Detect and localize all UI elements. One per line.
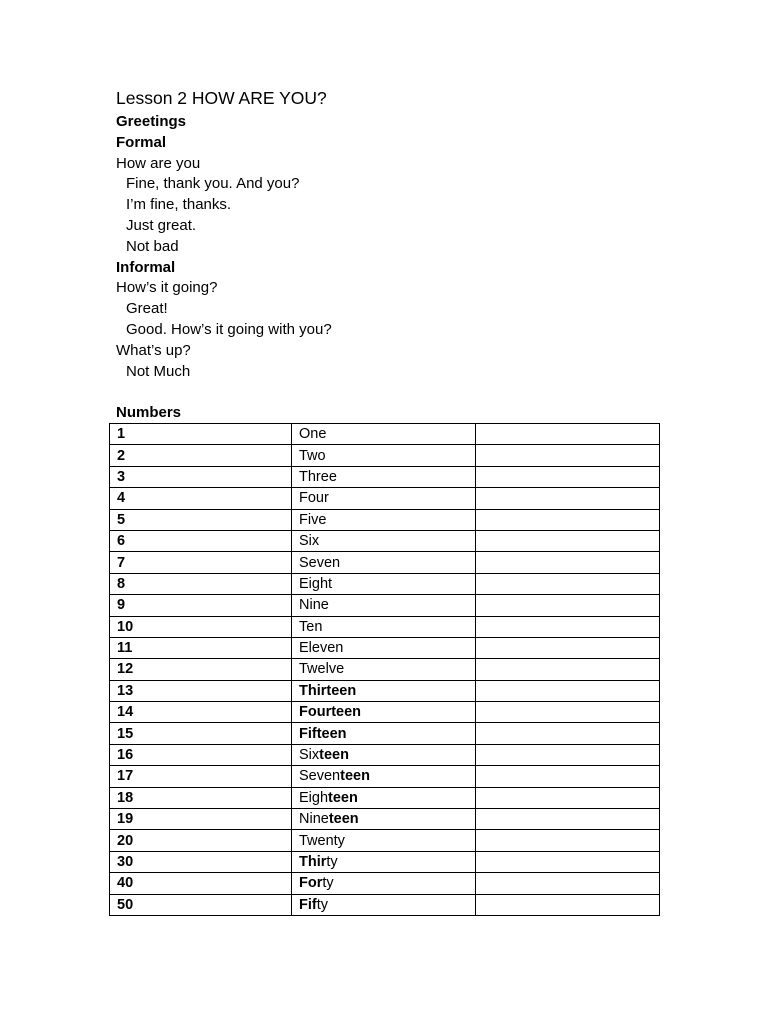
informal-question: How’s it going? (116, 279, 218, 297)
number-word-cell (292, 616, 476, 637)
number-word-segment: Eigh (299, 789, 329, 806)
number-word-cell (292, 680, 476, 701)
formal-answer: Just great. (126, 216, 197, 234)
number-word-segment: ty (316, 896, 328, 913)
number-word-segment: Fif (299, 896, 317, 913)
number-word-cell (292, 509, 476, 530)
table-row (110, 702, 660, 723)
number-word-segment: One (299, 426, 327, 443)
table-row (110, 787, 660, 808)
number-word-cell (292, 530, 476, 551)
table-row (110, 466, 660, 487)
number-word-segment: Six (299, 747, 320, 764)
number-digit-cell: 20 (110, 830, 292, 851)
number-word-segment: Seven (299, 554, 341, 571)
number-word-cell (292, 445, 476, 466)
blank-answer-cell (476, 830, 660, 851)
number-word-cell (292, 488, 476, 509)
number-word-segment: Four (299, 704, 332, 721)
informal-answer: Not Much (126, 362, 191, 380)
informal-question: What’s up? (116, 341, 191, 359)
number-word-segment: Twenty (299, 832, 345, 849)
table-row (110, 744, 660, 765)
number-digit-cell: 7 (110, 552, 292, 573)
number-digit-cell: 2 (110, 445, 292, 466)
number-digit-cell: 30 (110, 851, 292, 872)
heading-numbers: Numbers (116, 404, 182, 422)
number-digit-cell: 14 (110, 702, 292, 723)
blank-answer-cell (476, 637, 660, 658)
blank-answer-cell (476, 723, 660, 744)
number-digit-cell: 3 (110, 466, 292, 487)
number-word-cell (292, 637, 476, 658)
number-digit-cell: 5 (110, 509, 292, 530)
table-row (110, 680, 660, 701)
blank-answer-cell (476, 616, 660, 637)
number-digit-cell: 40 (110, 873, 292, 894)
blank-answer-cell (476, 530, 660, 551)
blank-answer-cell (476, 424, 660, 445)
number-word-cell (292, 702, 476, 723)
blank-answer-cell (476, 552, 660, 573)
blank-answer-cell (476, 488, 660, 509)
number-word-segment: For (299, 875, 323, 892)
number-word-segment: teen (316, 725, 347, 742)
number-word-segment: teen (331, 704, 362, 721)
number-digit-cell: 16 (110, 744, 292, 765)
number-word-cell (292, 851, 476, 872)
number-word-segment: teen (319, 747, 349, 764)
blank-answer-cell (476, 702, 660, 723)
number-word-segment: Eleven (299, 640, 344, 657)
number-digit-cell: 8 (110, 573, 292, 594)
table-row (110, 851, 660, 872)
formal-answer: I’m fine, thanks. (126, 196, 232, 214)
number-word-cell (292, 830, 476, 851)
number-word-segment: Thir (299, 682, 327, 699)
number-word-segment: teen (340, 768, 370, 785)
number-word-segment: Nine (299, 811, 329, 828)
formal-answer: Not bad (126, 237, 179, 255)
number-word-segment: teen (328, 811, 359, 828)
table-row (110, 445, 660, 466)
spacer (116, 382, 676, 403)
lesson-title: Lesson 2 HOW ARE YOU? (116, 88, 327, 108)
blank-answer-cell (476, 445, 660, 466)
formal-question: How are you (116, 154, 201, 172)
number-digit-cell: 13 (110, 680, 292, 701)
number-digit-cell: 15 (110, 723, 292, 744)
number-digit-cell: 10 (110, 616, 292, 637)
number-word-segment: Four (299, 490, 329, 507)
number-digit-cell: 18 (110, 787, 292, 808)
number-word-cell (292, 787, 476, 808)
table-row (110, 723, 660, 744)
number-digit-cell: 1 (110, 424, 292, 445)
number-word-segment: Thir (299, 854, 327, 870)
blank-answer-cell (476, 873, 660, 894)
table-row (110, 659, 660, 680)
table-row (110, 894, 660, 915)
number-word-segment: Seven (299, 768, 341, 785)
numbers-table-body (110, 424, 660, 916)
blank-answer-cell (476, 573, 660, 594)
number-word-segment: Five (299, 511, 327, 528)
number-word-segment: Fif (299, 725, 317, 742)
blank-answer-cell (476, 894, 660, 915)
table-row (110, 509, 660, 530)
number-word-segment: Ten (299, 618, 323, 635)
table-row (110, 573, 660, 594)
number-word-cell (292, 659, 476, 680)
number-word-cell (292, 466, 476, 487)
blank-answer-cell (476, 595, 660, 616)
table-row (110, 552, 660, 573)
number-digit-cell: 9 (110, 595, 292, 616)
table-row (110, 873, 660, 894)
table-row (110, 530, 660, 551)
blank-answer-cell (476, 809, 660, 830)
number-digit-cell: 12 (110, 659, 292, 680)
blank-answer-cell (476, 680, 660, 701)
formal-answer: Fine, thank you. And you? (126, 175, 300, 193)
number-word-segment: Nine (299, 597, 329, 614)
number-digit-cell: 6 (110, 530, 292, 551)
table-row (110, 616, 660, 637)
number-word-cell (292, 809, 476, 830)
greetings-section (116, 112, 676, 424)
number-word-cell (292, 873, 476, 894)
number-word-cell (292, 723, 476, 744)
number-digit-cell: 17 (110, 766, 292, 787)
number-word-segment: teen (326, 682, 357, 699)
number-word-cell (292, 894, 476, 915)
number-word-segment: Eight (299, 575, 333, 592)
number-digit-cell: 50 (110, 894, 292, 915)
blank-answer-cell (476, 659, 660, 680)
blank-answer-cell (476, 744, 660, 765)
number-digit-cell: 19 (110, 809, 292, 830)
table-row (110, 637, 660, 658)
heading-formal: Formal (116, 133, 167, 151)
number-word-segment: ty (322, 875, 334, 892)
number-word-segment: Twelve (299, 661, 345, 678)
heading-greetings: Greetings (116, 113, 187, 130)
number-digit-cell: 4 (110, 488, 292, 509)
table-row (110, 488, 660, 509)
number-word-cell (292, 552, 476, 573)
number-word-cell (292, 766, 476, 787)
heading-informal: Informal (116, 258, 176, 276)
number-digit-cell: 11 (110, 637, 292, 658)
table-row (110, 830, 660, 851)
informal-answer: Great! (126, 300, 168, 318)
number-word-cell (292, 595, 476, 616)
number-word-segment: teen (328, 789, 358, 806)
table-row (110, 809, 660, 830)
blank-answer-cell (476, 466, 660, 487)
number-word-segment: Two (299, 447, 326, 464)
blank-answer-cell (476, 509, 660, 530)
number-word-cell (292, 424, 476, 445)
blank-answer-cell (476, 766, 660, 787)
informal-answer: Good. How’s it going with you? (126, 320, 332, 338)
number-word-cell (292, 573, 476, 594)
numbers-table (109, 423, 660, 916)
table-row (110, 766, 660, 787)
number-word-segment: Six (299, 533, 320, 550)
number-word-segment: Three (299, 468, 337, 485)
number-word-cell (292, 744, 476, 765)
table-row (110, 424, 660, 445)
table-row (110, 595, 660, 616)
number-word-segment: ty (326, 854, 338, 870)
blank-answer-cell (476, 787, 660, 808)
blank-answer-cell (476, 851, 660, 872)
